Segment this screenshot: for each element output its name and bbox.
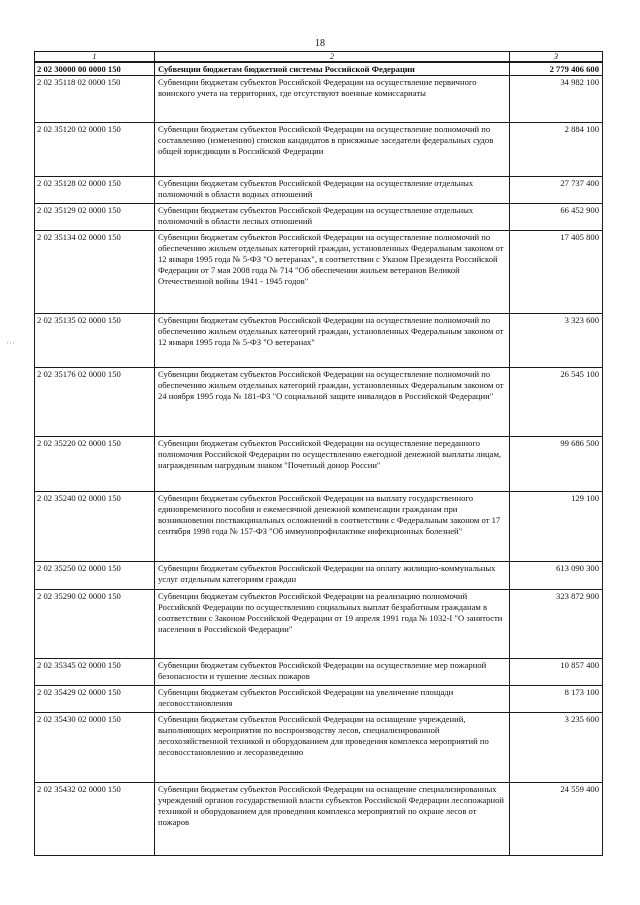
table-row: [35, 204, 603, 231]
section-code: 2 02 30000 00 0000 150: [35, 62, 155, 76]
row-code: 2 02 35129 02 0000 150: [35, 204, 155, 231]
table-row: [35, 437, 603, 492]
table-row: [35, 590, 603, 659]
row-code: 2 02 35430 02 0000 150: [35, 713, 155, 783]
row-amount: 34 982 100: [510, 76, 603, 123]
row-amount: 27 737 400: [510, 177, 603, 204]
row-amount: 17 405 800: [510, 231, 603, 314]
row-name: Субвенции бюджетам субъектов Российской Федерации на осуществление отдельных полномочий в области лесных отношений: [155, 204, 510, 231]
row-name: Субвенции бюджетам субъектов Российской Федерации на осуществление первичного воинского учета на территориях, где отсутствуют военные комиссариаты: [155, 76, 510, 123]
table-row: [35, 314, 603, 368]
row-name: Субвенции бюджетам субъектов Российской Федерации на оснащение учреждений, выполняющих мероприятия по воспроизводству лесов, специализированной лесохозяйственной техникой и оборудованием для проведения комплекса мероприятий по лесовосстановлению и лесоразведению: [155, 713, 510, 783]
column-number-row: [35, 52, 603, 63]
row-code: 2 02 35120 02 0000 150: [35, 123, 155, 177]
row-code: 2 02 35135 02 0000 150: [35, 314, 155, 368]
row-name: Субвенции бюджетам субъектов Российской Федерации на оплату жилищно-коммунальных услуг отдельным категориям граждан: [155, 562, 510, 590]
row-name: Субвенции бюджетам субъектов Российской Федерации на осуществление мер пожарной безопасности и тушение лесных пожаров: [155, 659, 510, 686]
row-name: Субвенции бюджетам субъектов Российской Федерации на осуществление полномочий по обеспечению жильем отдельных категорий граждан, установленных Федеральным законом от 12 января 1995 года № 5-ФЗ "О ветеранах": [155, 314, 510, 368]
row-amount: 613 090 300: [510, 562, 603, 590]
row-code: 2 02 35429 02 0000 150: [35, 686, 155, 713]
row-name: Субвенции бюджетам субъектов Российской Федерации на осуществление полномочий по обеспечению жильем отдельных категорий граждан, установленных Федеральным законом от 24 ноября 1995 года № 181-ФЗ "О социальной защите инвалидов в Российской Федерации": [155, 368, 510, 437]
column-number-amount: 3: [510, 52, 603, 63]
row-name: Субвенции бюджетам субъектов Российской Федерации на осуществление полномочий по обеспечению жильем отдельных категорий граждан, установленных Федеральным законом от 12 января 1995 года № 5-ФЗ "О ветеранах", в соответствии с Указом Президента Российской Федерации от 7 мая 2008 года № 714 "Об обеспечении жильем ветеранов Великой Отечественной войны 1941 - 1945 годов": [155, 231, 510, 314]
table-row: [35, 686, 603, 713]
row-amount: 8 173 100: [510, 686, 603, 713]
row-name: Субвенции бюджетам субъектов Российской Федерации на выплату государственного единовременного пособия и ежемесячной денежной компенсации гражданам при возникновении поствакцинальных осложнений в соответствии с Федеральным законом от 17 сентября 1998 года № 157-ФЗ "Об иммунопрофилактике инфекционных болезней": [155, 492, 510, 562]
row-code: 2 02 35128 02 0000 150: [35, 177, 155, 204]
budget-table: [34, 51, 603, 856]
row-amount: 129 100: [510, 492, 603, 562]
section-row: [35, 62, 603, 76]
table-row: [35, 177, 603, 204]
table-row: [35, 659, 603, 686]
row-amount: 3 235 600: [510, 713, 603, 783]
section-name: Субвенции бюджетам бюджетной системы Российской Федерации: [155, 62, 510, 76]
scan-margin-mark: ···: [6, 338, 15, 348]
row-code: 2 02 35432 02 0000 150: [35, 783, 155, 856]
row-amount: 323 872 900: [510, 590, 603, 659]
row-name: Субвенции бюджетам субъектов Российской Федерации на реализацию полномочий Российской Федерации по осуществлению социальных выплат безработным гражданам в соответствии с Законом Российской Федерации от 19 апреля 1991 года № 1032-I "О занятости населения в Российской Федерации": [155, 590, 510, 659]
table-row: [35, 231, 603, 314]
row-code: 2 02 35118 02 0000 150: [35, 76, 155, 123]
row-amount: 3 323 600: [510, 314, 603, 368]
row-code: 2 02 35290 02 0000 150: [35, 590, 155, 659]
row-amount: 2 884 100: [510, 123, 603, 177]
row-code: 2 02 35220 02 0000 150: [35, 437, 155, 492]
table-row: [35, 492, 603, 562]
column-number-code: 1: [35, 52, 155, 63]
row-amount: 24 559 400: [510, 783, 603, 856]
row-code: 2 02 35134 02 0000 150: [35, 231, 155, 314]
row-name: Субвенции бюджетам субъектов Российской Федерации на увеличение площади лесовосстановления: [155, 686, 510, 713]
table-row: [35, 713, 603, 783]
row-name: Субвенции бюджетам субъектов Российской Федерации на осуществление полномочий по составлению (изменению) списков кандидатов в присяжные заседатели федеральных судов общей юрисдикции в Российской Федерации: [155, 123, 510, 177]
table-row: [35, 76, 603, 123]
row-amount: 10 857 400: [510, 659, 603, 686]
row-code: 2 02 35240 02 0000 150: [35, 492, 155, 562]
row-name: Субвенции бюджетам субъектов Российской Федерации на осуществление переданного полномочия Российской Федерации по осуществлению ежегодной денежной выплаты лицам, награжденным нагрудным знаком "Почетный донор России": [155, 437, 510, 492]
page-number: 18: [315, 38, 325, 49]
row-name: Субвенции бюджетам субъектов Российской Федерации на осуществление отдельных полномочий в области водных отношений: [155, 177, 510, 204]
section-amount: 2 779 406 600: [510, 62, 603, 76]
table-row: [35, 368, 603, 437]
row-code: 2 02 35345 02 0000 150: [35, 659, 155, 686]
column-number-name: 2: [155, 52, 510, 63]
table-row: [35, 123, 603, 177]
row-code: 2 02 35250 02 0000 150: [35, 562, 155, 590]
row-amount: 26 545 100: [510, 368, 603, 437]
table-row: [35, 783, 603, 856]
row-amount: 66 452 900: [510, 204, 603, 231]
table-row: [35, 562, 603, 590]
row-code: 2 02 35176 02 0000 150: [35, 368, 155, 437]
row-amount: 99 686 500: [510, 437, 603, 492]
row-name: Субвенции бюджетам субъектов Российской Федерации на оснащение специализированных учреждений органов государственной власти субъектов Российской Федерации лесопожарной техникой и оборудованием для проведения комплекса мероприятий по охране лесов от пожаров: [155, 783, 510, 856]
